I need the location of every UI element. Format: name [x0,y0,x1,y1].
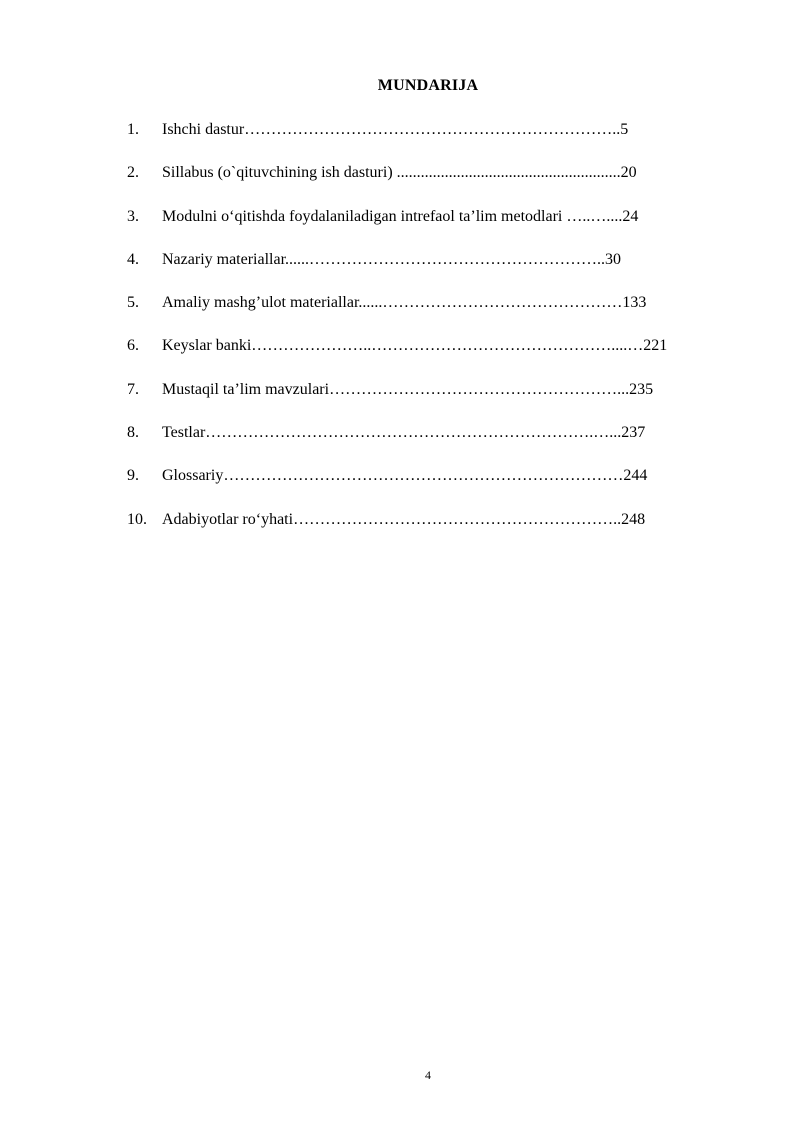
toc-item-number: 6. [127,337,139,355]
toc-item [127,423,767,466]
toc-item [127,466,767,509]
table-of-contents [127,120,767,553]
toc-item [127,510,767,553]
toc-item [127,336,767,379]
page-number: 4 [425,1068,431,1082]
toc-item [127,163,767,206]
toc-item [127,293,767,336]
toc-item-text: Mustaqil ta’lim mavzulari………………………………………………...235 [162,380,654,398]
toc-item-number: 4. [127,250,139,268]
toc-item-text: Modulni o‘qitishda foydalaniladigan intrefaol ta’lim metodlari …..…....24 [162,207,639,225]
toc-item-text: Testlar……………………………………………………………….…...237 [162,424,646,442]
toc-item-number: 3. [127,207,139,225]
toc-item [127,207,767,250]
toc-item [127,120,767,163]
toc-item-text: Glossariy…………………………………………………………………244 [162,467,648,485]
toc-item-text: Ishchi dastur……………………………………………………………..5 [162,121,629,138]
toc-item-text: Sillabus (o`qituvchining ish dasturi) ........................................................20 [162,164,637,182]
toc-item [127,250,767,293]
toc-item-number: 1. [127,121,139,138]
document-title: MUNDARIJA [377,77,479,94]
toc-item-number: 10. [127,510,147,528]
toc-item-text: Amaliy mashg’ulot materiallar......………………………………………133 [162,294,647,312]
toc-item-number: 8. [127,424,139,442]
toc-item-text: Keyslar banki…………………..………………………………………....…221 [162,337,668,355]
toc-item-number: 7. [127,380,139,398]
toc-item [127,380,767,423]
toc-item-text: Nazariy materiallar......………………………………………………..30 [162,250,622,268]
toc-item-number: 5. [127,294,139,312]
toc-item-number: 9. [127,467,139,485]
toc-item-text: Adabiyotlar ro‘yhati……………………………………………………..248 [162,510,646,528]
toc-item-number: 2. [127,164,139,182]
